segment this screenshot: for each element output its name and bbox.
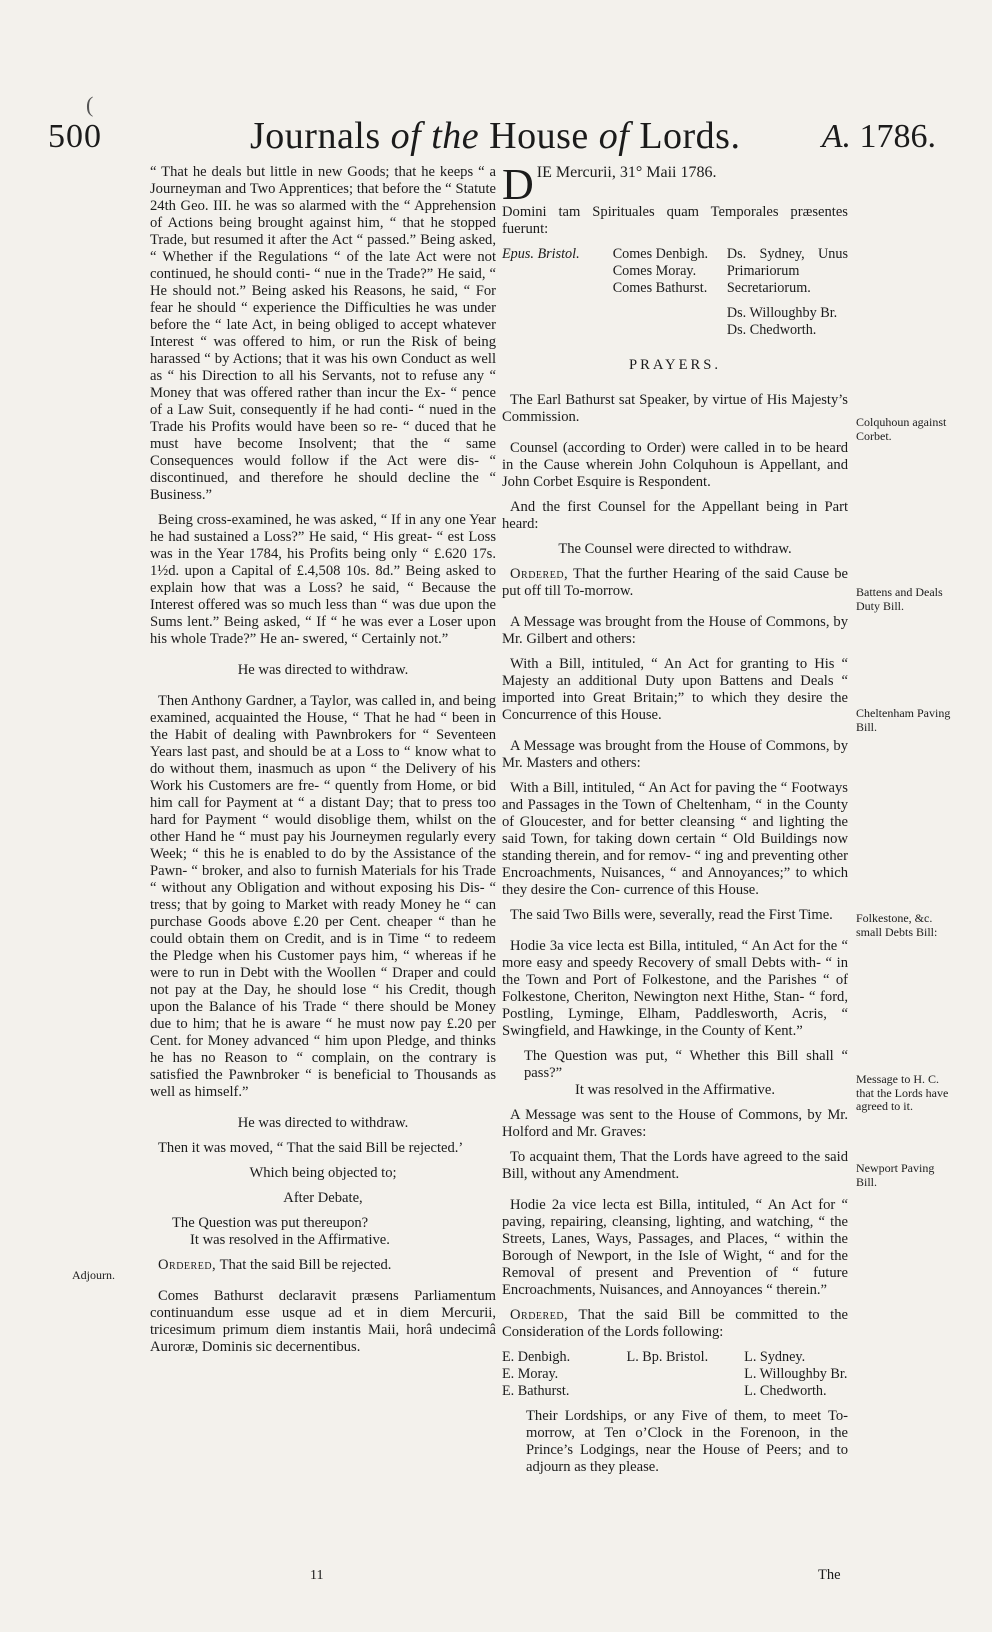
committee-lords: [744, 1349, 848, 1400]
date-text: IE Mercurii, 31° Maii 1786.: [536, 164, 717, 181]
message-sent: A Message was sent to the House of Commons, by Mr. Holford and Mr. Graves:: [502, 1107, 848, 1140]
margin-note-colquhoun: Colquhoun against Corbet.: [856, 415, 947, 443]
bill-battens: With a Bill, intituled, “ An Act for granting to His “ Majesty an additional Duty upon Battens and Deals “ imported into Great Britain;” to which they desire the Concurrence of this House.: [502, 656, 848, 723]
margin-mark: (: [86, 92, 94, 117]
present-line: Domini tam Spirituales quam Temporales præsentes fuerunt:: [502, 204, 848, 237]
objection-line: Which being objected to;: [249, 1165, 397, 1181]
margin-note-cheltenham: Cheltenham Paving Bill.: [856, 706, 951, 734]
committee-earls: [502, 1349, 627, 1400]
date-line: [502, 160, 848, 209]
right-column: [502, 160, 848, 1476]
read-first-time: The said Two Bills were, severally, read the First Time.: [510, 907, 833, 923]
title-word-lords: Lords.: [639, 115, 741, 157]
message-2: A Message was brought from the House of Commons, by Mr. Masters and others:: [502, 738, 848, 771]
margin-note-folkestone: Folkestone, &c. small Debts Bill:: [856, 911, 938, 939]
meeting-instructions: Their Lordships, or any Five of them, to meet To-morrow, at Ten o’Clock in the Forenoon, in the Prince’s Lodgings, near the House of Peers; and to adjourn as they please.: [526, 1408, 848, 1475]
testimony-paragraph-2: Being cross-examined, he was asked, “ If in any one Year he had sustained a Loss?” He said, “ His great- “ est Loss was in the Year 1784, his Profits being only “ £.620 17s. 1½d. upon a Capital of £.4,508 10s. 8d.” Being asked to explain how that was a Loss? he said, “ Because the Interest offered was so much less than “ was due upon the Sums lent.” Being asked, “ If “ he was ever a Loser upon his whole Trade?” He an- swered, “ Certainly not.”: [150, 512, 496, 647]
ordered-word: Ordered,: [510, 566, 569, 582]
speaker-line: The Earl Bathurst sat Speaker, by virtue of His Majesty’s Commission.: [502, 392, 848, 425]
withdraw-line-2: He was directed to withdraw.: [237, 1115, 409, 1131]
hodie-third-reading: Hodie 3a vice lecta est Billa, intituled, “ An Act for the “ more easy and speedy Recovery of small Debts with- “ in the Town and Port of Folkestone, and the Parishes “ of Folkestone, Cheriton, Newington next Hithe, Stan- “ ford, Postling, Lyminge, Elham, Paddlesworth, Acris, “ Swingfield, and Hawkinge, in the County of Kent.”: [502, 938, 848, 1039]
counsel-withdraw-line: The Counsel were directed to withdraw.: [558, 541, 792, 557]
first-counsel-line: And the first Counsel for the Appellant being in Part heard:: [502, 499, 848, 532]
acquaint-line: To acquaint them, That the Lords have agreed to the said Bill, without any Amendment.: [502, 1149, 848, 1182]
committee-lord: L. Willoughby Br.: [744, 1366, 848, 1382]
counsel-paragraph: Counsel (according to Order) were called in to be heard in the Cause wherein John Colquhoun is Appellant, and John Corbet Esquire is Respondent.: [502, 440, 848, 490]
resolved-affirmative: It was resolved in the Affirmative.: [575, 1082, 775, 1098]
title-word-house: House: [489, 115, 589, 157]
margin-note-newport: Newport Paving Bill.: [856, 1161, 935, 1189]
prayers-heading: PRAYERS.: [628, 357, 721, 373]
attendance-ds-item: Ds. Willoughby Br.: [726, 305, 838, 321]
motion-line: Then it was moved, “ That the said Bill be rejected.’: [158, 1140, 464, 1156]
ordered-committed: [502, 1307, 848, 1341]
title-word-of: of: [598, 115, 630, 157]
withdraw-line-1: He was directed to withdraw.: [237, 662, 409, 678]
testimony-paragraph-1: “ That he deals but little in new Goods; that he keeps “ a Journeyman and Two Apprentices; that before the “ Statute 24th Geo. III. he was so alarmed with the “ Apprehension of Actions being brought against him, “ that he stopped Trade, but resumed it after the Act “ passed.” Being asked, “ Whether if the Regulations “ of the late Act were not continued, he should conti- “ nue in the Trade?” He said, “ He should not.” Being asked his Reasons, he said, “ For fear he should “ experience the Difficulties he was under before the “ late Act, in being obliged to accept whatever Interest “ was offered to him, or run the Risk of being harassed “ by Actions; that it was his own Conduct as well as “ his Direction to all his Servants, not to refuse any “ Money that was offered rather than incur the Ex- “ pence of a Law Suit, consequently if he had conti- “ nued in the Trade his Profits would have been so re- “ duced that he must have become Insolvent; that the “ same Consequences would follow if the Act were dis- “ discontinued, and therefore he should decline the “ Business.”: [150, 164, 496, 503]
hodie-second-reading: Hodie 2a vice lecta est Billa, intituled, “ An Act for “ paving, repairing, cleansing, lighting, and watching, “ the Streets, Lanes, Ways, Passages, and Places, “ within the Borough of Newport, in the Isle of Wight, “ and for the Removal of present and Prevention of “ future Encroachments, Nuisances, and Annoyances “ therein.”: [502, 1197, 848, 1298]
signature-mark: 11: [310, 1568, 324, 1583]
committee-earl: E. Moray.: [502, 1366, 559, 1382]
committee-lord: L. Chedworth.: [744, 1383, 827, 1399]
ordered-word: Ordered,: [158, 1257, 217, 1273]
date-drop-cap: D: [502, 160, 534, 209]
attendance-comes-item: Comes Denbigh.: [612, 246, 709, 262]
year-prefix: A.: [821, 118, 851, 155]
running-year: [822, 118, 936, 156]
year-number: 1786.: [859, 118, 936, 155]
left-column: [150, 164, 496, 1364]
ordered-text: That the said Bill be rejected.: [216, 1257, 392, 1273]
attendance-comes-item: Comes Moray.: [612, 263, 697, 279]
resolved-line: It was resolved in the Affirmative.: [190, 1232, 390, 1248]
ordered-word: Ordered,: [510, 1307, 569, 1323]
adjournment-text: Comes Bathurst declaravit præsens Parliamentum continuandum esse usque ad et in diem Mercurii, tricesimum primum diem instantis Maii, horâ undecimâ Auroræ, Dominis sic decernentibus.: [150, 1288, 496, 1355]
attendance-list: [502, 246, 848, 339]
margin-note-adjourn: Adjourn.: [72, 1268, 115, 1282]
ordered-hearing-text: That the further Hearing of the said Cause be put off till To-morrow.: [502, 566, 848, 599]
title-word-of-the: of the: [390, 115, 480, 157]
margin-note-battens: Battens and Deals Duty Bill.: [856, 585, 943, 613]
attendance-bishop: Epus. Bristol.: [502, 246, 580, 262]
attendance-ds-item: Ds. Sydney, Unus Primariorum Secretariorum.: [726, 246, 848, 296]
debate-line: After Debate,: [283, 1190, 363, 1206]
testimony-paragraph-3: Then Anthony Gardner, a Taylor, was called in, and being examined, acquainted the House, “ That he had “ been in the Habit of dealing with Pawnbrokers for “ Seventeen Years last past, and should be at a Loss to “ know what to do without them, inasmuch as upon “ the Delivery of his Work his Customers are fre- “ quently from Home, or bid him call for Payment at “ a distant Day; that to press too hard for Payment “ would disoblige them, whilst on the other Hand he “ must pay his Journeymen regularly every Week; “ this he is enabled to do by the Assistance of the Pawn- “ broker, and also to furnish Materials for his Trade “ without any Obligation and without exposing his Dis- “ tress; that by going to Market with ready Money he “ can purchase Goods above £.20 per Cent. cheaper “ than he could obtain them on Credit, and is in Time “ to redeem the Pledge when his Customer pays him, “ whereas if he were to run in Debt with the Woollen “ Draper and could not pay at the Day, he should lose “ his Credit, though upon the Balance of his Trade “ there should be Money due to him; that he is aware “ he must now pay £.20 per Cent. for Money advanced “ him upon Pledge, and thinks he has no Reason to “ complain, on the contrary is satisfied the Pawnbroker “ is beneficial to Thousands as well as himself.”: [150, 693, 496, 1100]
committee-earl: E. Denbigh.: [502, 1349, 571, 1365]
margin-note-message: Message to H. C. that the Lords have agreed to it.: [856, 1072, 949, 1113]
ordered-rejected: [150, 1257, 496, 1274]
attendance-comes-item: Comes Bathurst.: [612, 280, 708, 296]
question-line: The Question was put thereupon?: [172, 1215, 369, 1231]
committee-earl: E. Bathurst.: [502, 1383, 570, 1399]
attendance-comes: [613, 246, 727, 339]
committee-lord: L. Sydney.: [744, 1349, 806, 1365]
title-word-journals: Journals: [250, 115, 381, 157]
question-pass: The Question was put, “ Whether this Bill shall “ pass?”: [524, 1048, 848, 1081]
ordered-hearing: [502, 566, 848, 600]
attendance-ds-item: Ds. Chedworth.: [726, 322, 817, 338]
message-1: A Message was brought from the House of Commons, by Mr. Gilbert and others:: [502, 614, 848, 647]
bill-cheltenham: With a Bill, intituled, “ An Act for paving the “ Footways and Passages in the Town of Cheltenham, “ in the County of Gloucester, and for better cleansing “ and lighting the said Town, for taking down certain “ Old Buildings now standing therein, and for remov- “ ing and preventing other Encroachments, Nuisances, “ and Annoyances;” to which they desire the Con- currence of this House.: [502, 780, 848, 898]
page-number: 500: [48, 118, 102, 155]
catchword: The: [818, 1567, 841, 1583]
committee-bishop: L. Bp. Bristol.: [626, 1349, 709, 1365]
committee-list: [502, 1349, 848, 1400]
attendance-ds: [727, 246, 848, 339]
running-title: [250, 114, 740, 158]
ordered-committed-text: That the said Bill be committed to the Consideration of the Lords following:: [502, 1307, 848, 1340]
